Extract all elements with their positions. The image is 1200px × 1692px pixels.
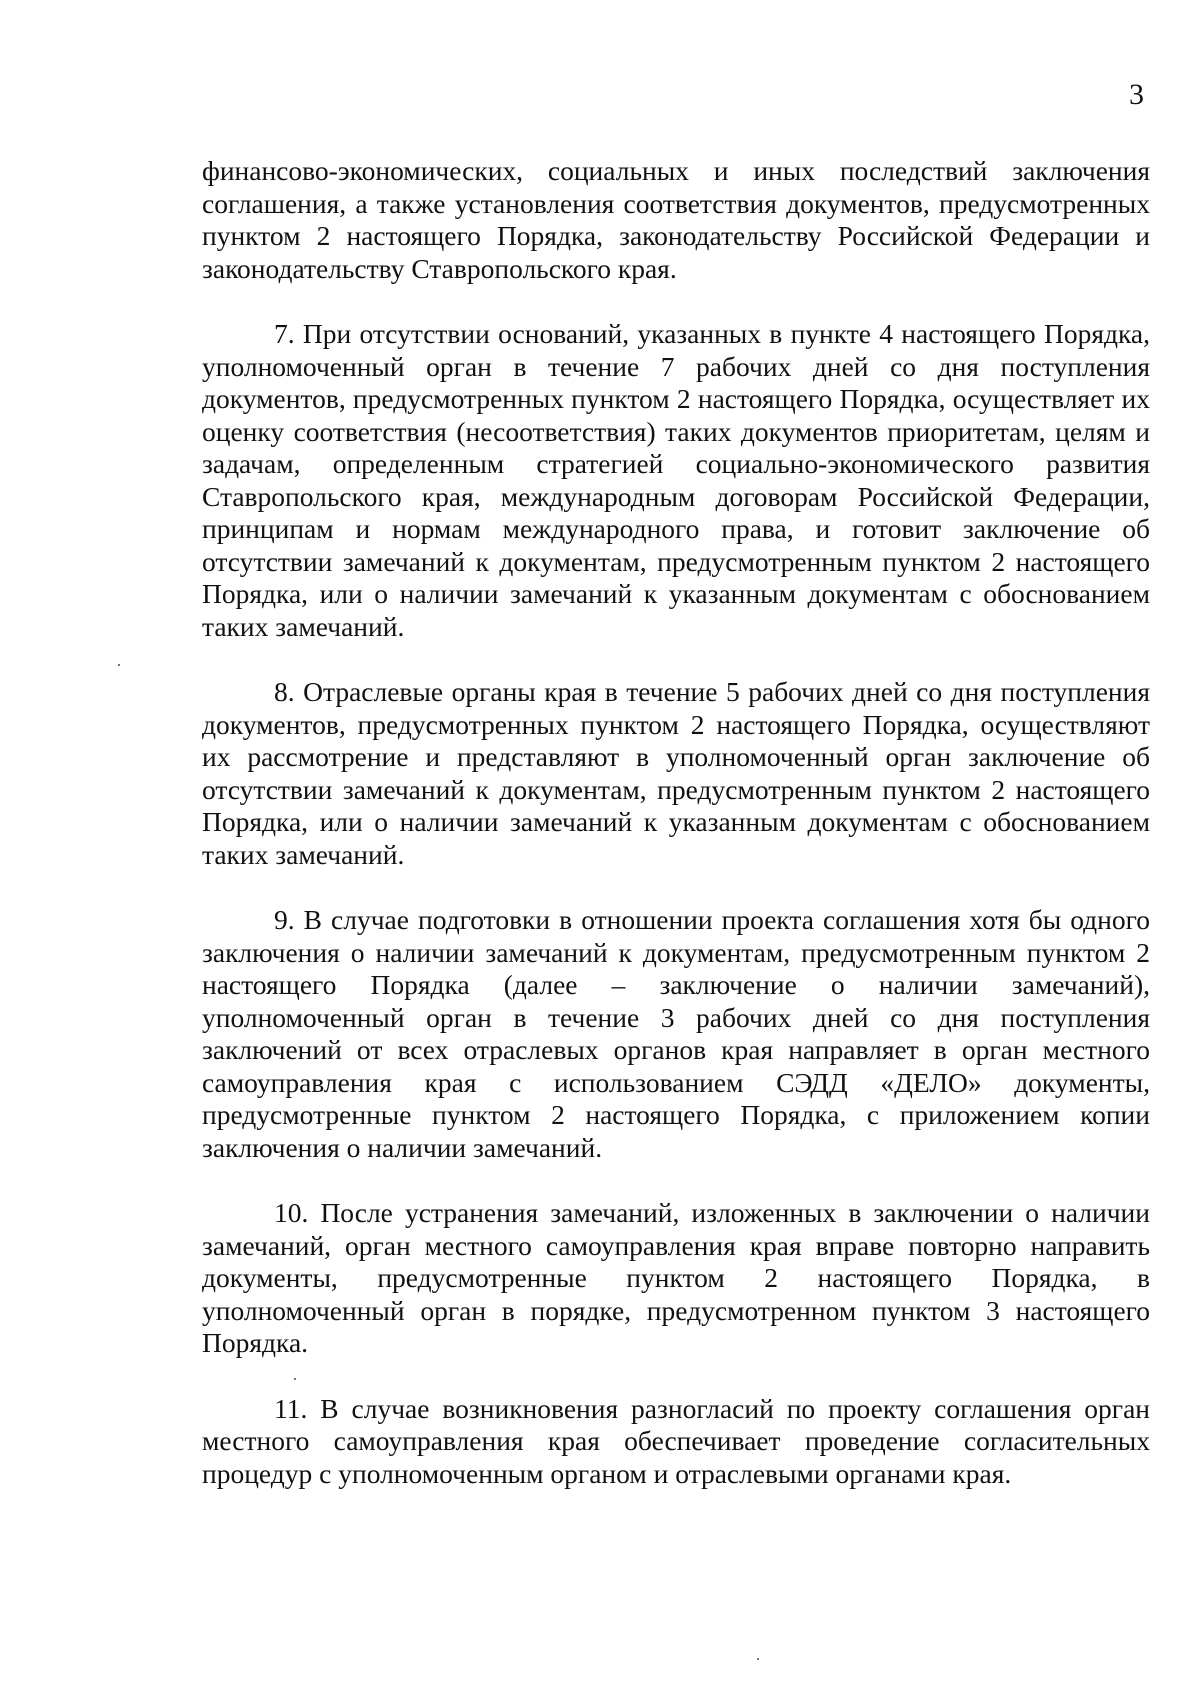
paragraph-7: 7. При отсутствии оснований, указанных в пункте 4 настоящего Порядка, уполномоченный орган в течение 7 рабочих дней со дня поступления документов, предусмотренных пунктом 2 настоящего Порядка, осуществляет их оценку соответствия (несоответствия) таких документов приоритетам, целям и задачам, определенным стратегией социально-экономического развития Ставропольского края, международным договорам Российской Федерации, принципам и нормам международного права, и готовит заключение об отсутствии замечаний к документам, предусмотренным пунктом 2 настоящего Порядка, или о наличии замечаний к указанным документам с обоснованием таких замечаний.	[202, 318, 1150, 642]
paragraph-continuation: финансово-экономических, социальных и иных последствий заключения соглашения, а также установления соответствия документов, предусмотренных пунктом 2 настоящего Порядка, законодательству Российской Федерации и законодательству Ставропольского края.	[202, 155, 1150, 284]
paragraph-10: 10. После устранения замечаний, изложенных в заключении о наличии замечаний, орган местного самоуправления края вправе повторно направить документы, предусмотренные пунктом 2 настоящего Порядка, в уполномоченный орган в порядке, предусмотренном пунктом 3 настоящего Порядка.	[202, 1197, 1150, 1358]
paragraph-9: 9. В случае подготовки в отношении проекта соглашения хотя бы одного заключения о наличии замечаний к документам, предусмотренным пунктом 2 настоящего Порядка (далее – заключение о наличии замечаний), уполномоченный орган в течение 3 рабочих дней со дня поступления заключений от всех отраслевых органов края направляет в орган местного самоуправления края с использованием СЭДД «ДЕЛО» документы, предусмотренные пунктом 2 настоящего Порядка, с приложением копии заключения о наличии замечаний.	[202, 904, 1150, 1163]
paragraph-8: 8. Отраслевые органы края в течение 5 рабочих дней со дня поступления документов, предусмотренных пунктом 2 настоящего Порядка, осуществляют их рассмотрение и представляют в уполномоченный орган заключение об отсутствии замечаний к документам, предусмотренным пунктом 2 настоящего Порядка, или о наличии замечаний к указанным документам с обоснованием таких замечаний.	[202, 676, 1150, 870]
scan-speck	[294, 1378, 296, 1380]
paragraph-11: 11. В случае возникновения разногласий по проекту соглашения орган местного самоуправления края обеспечивает проведение согласительных процедур с уполномоченным органом и отраслевыми органами края.	[202, 1392, 1150, 1489]
scan-speck	[118, 664, 120, 666]
scan-speck	[757, 1658, 759, 1660]
document-body	[202, 155, 1150, 1523]
page-number: 3	[1129, 78, 1144, 111]
